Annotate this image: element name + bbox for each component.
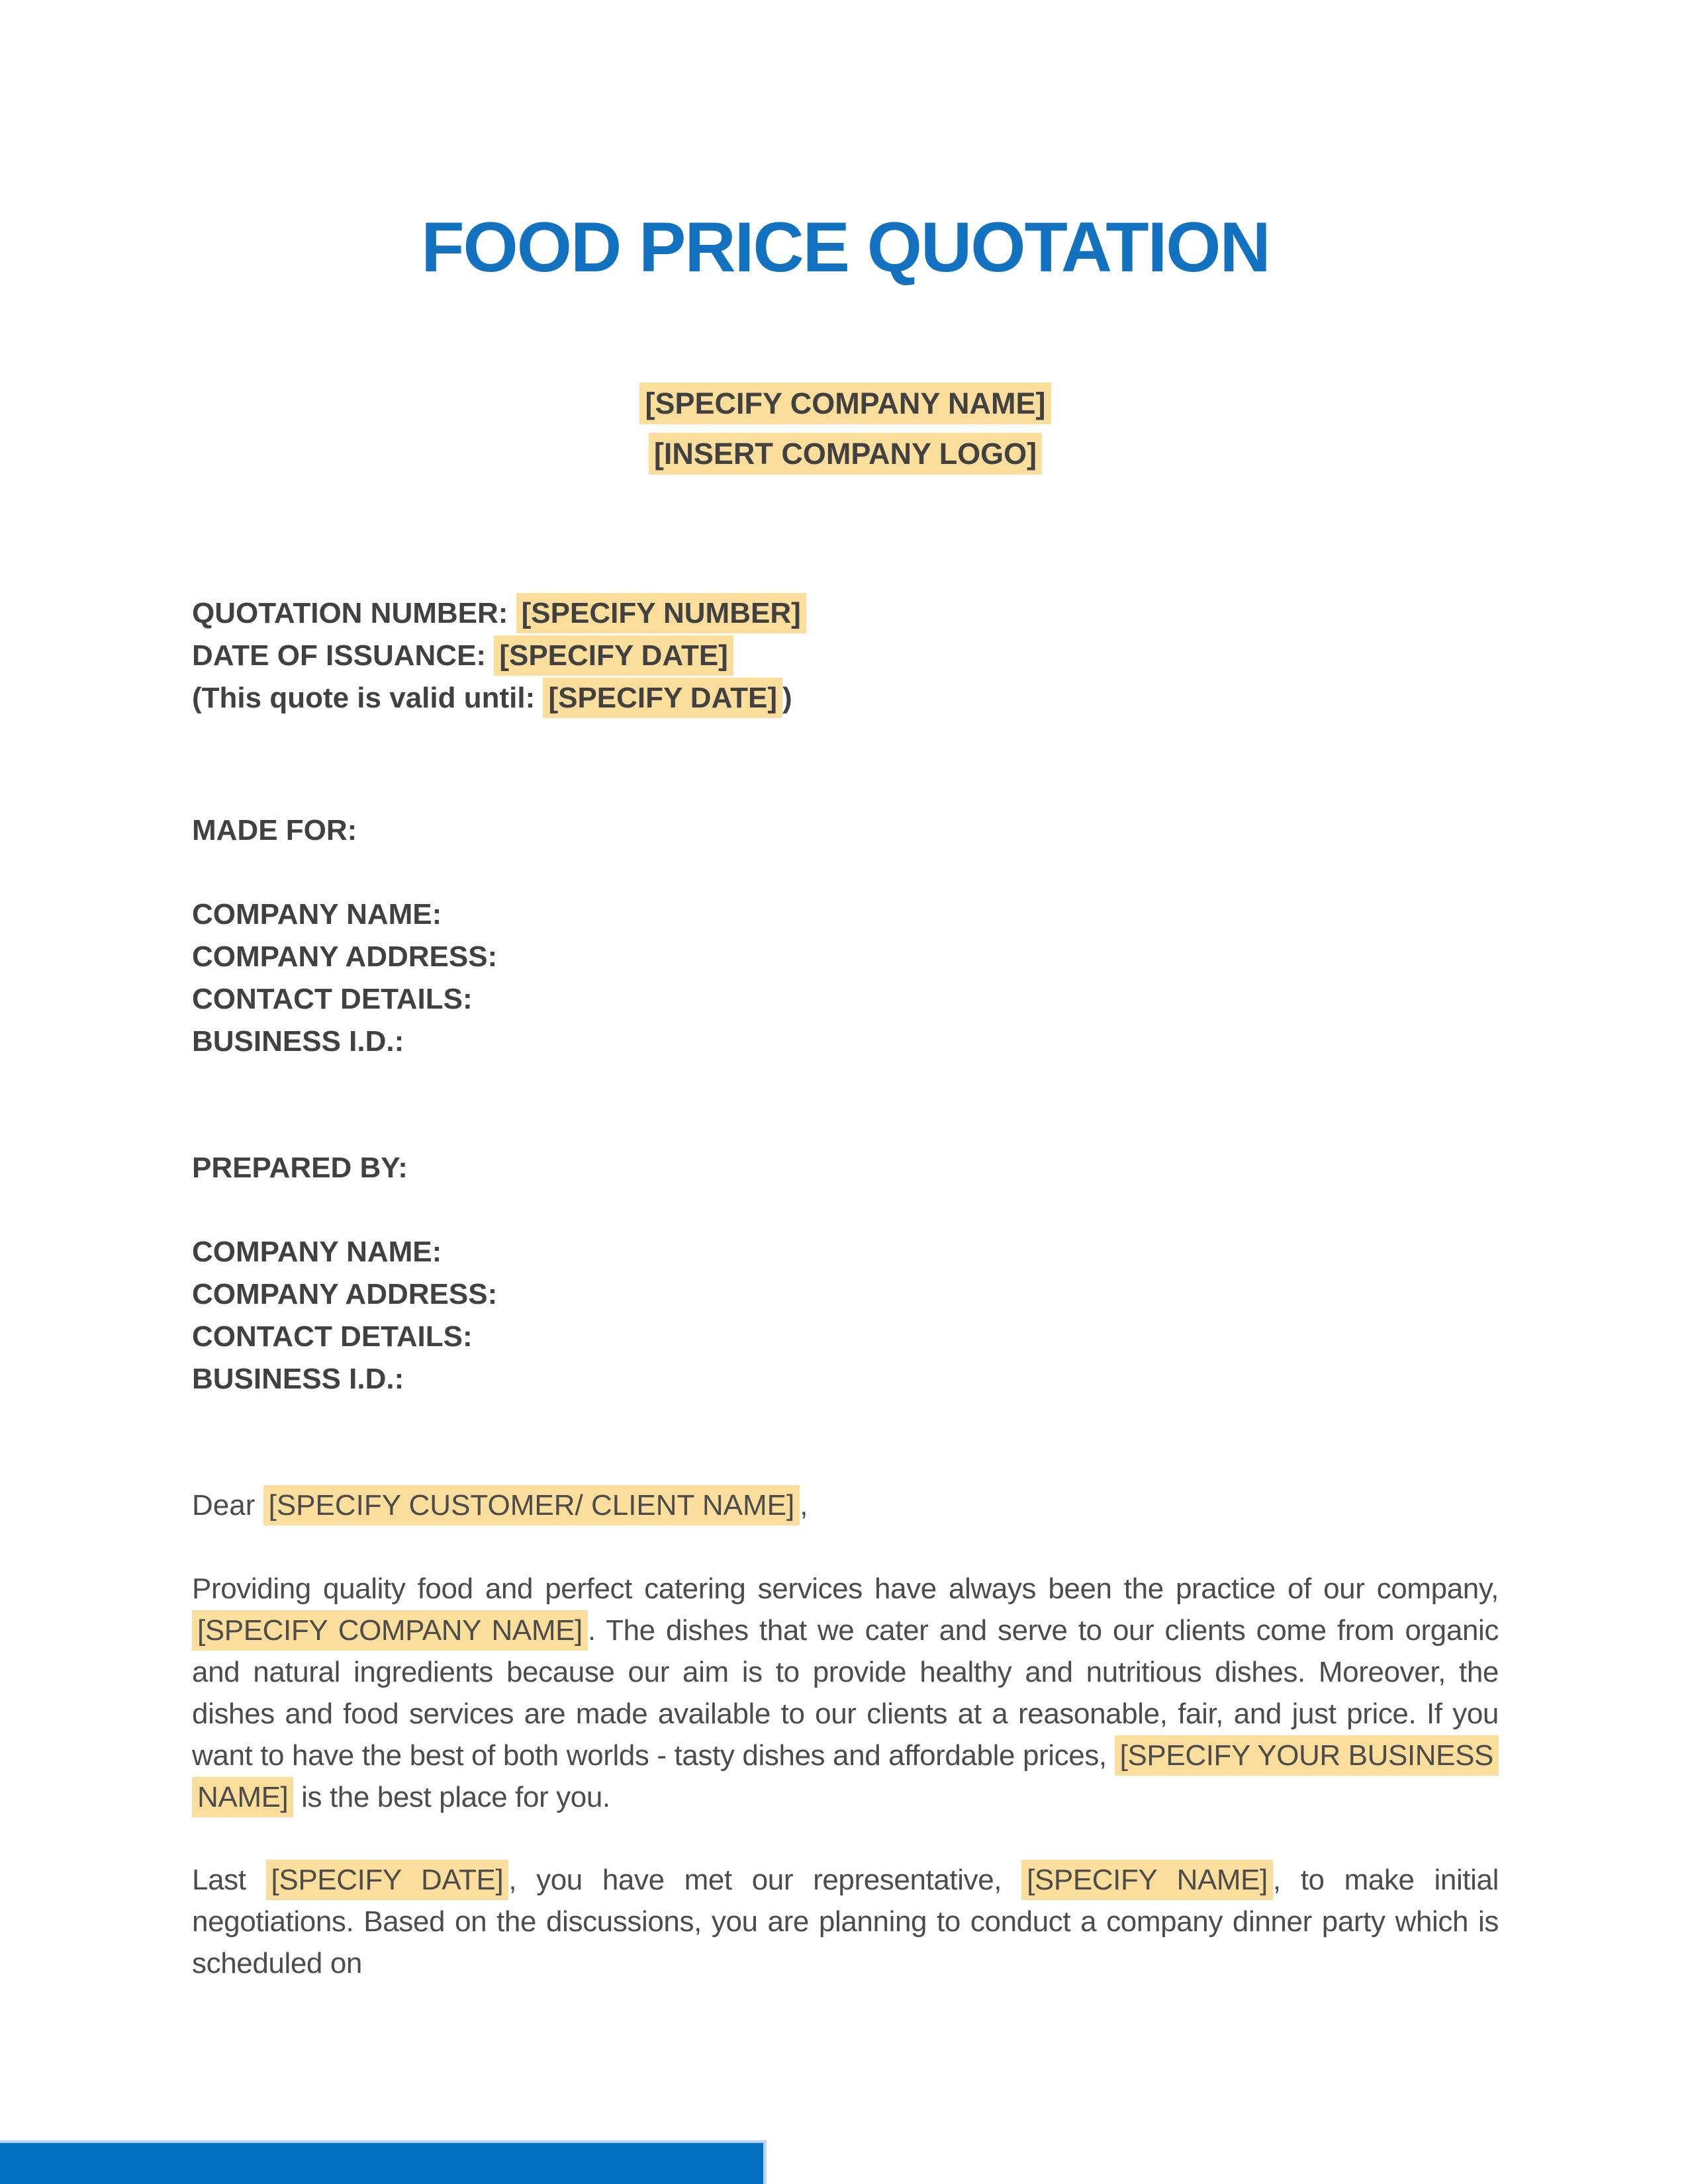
placeholder-highlight[interactable]: [SPECIFY DATE] [266, 1860, 509, 1900]
text-segment: DATE OF ISSUANCE: [192, 639, 494, 672]
placeholder-highlight[interactable]: [SPECIFY NAME] [1021, 1860, 1273, 1900]
placeholder-highlight[interactable]: [SPECIFY CUSTOMER/ CLIENT NAME] [263, 1485, 800, 1525]
text-segment: , to make initial negotiations. Based on the discussions, you are planning to conduct a company dinner party which is scheduled on [192, 1864, 1499, 1979]
prepared-by-heading: PREPARED BY: [192, 1152, 408, 1184]
prepared-by-section [192, 1147, 1499, 1400]
text-segment: . The dishes that we cater and serve to our clients come from organic and natural ingredients because our aim is to provide healthy and nutritious dishes. Moreover, the dishes and food services are made available to our clients at a reasonable, fair, and just price. If you want to have the best of both worlds - tasty dishes and affordable prices, [192, 1614, 1499, 1772]
prepared-by-business-id-label: BUSINESS I.D.: [192, 1363, 404, 1395]
placeholder-highlight[interactable]: [SPECIFY DATE] [494, 635, 733, 676]
text-segment: QUOTATION NUMBER: [192, 597, 516, 629]
text-segment: , [800, 1489, 808, 1522]
text-segment: , you have met our representative, [508, 1864, 1022, 1896]
validity-line [192, 677, 1499, 719]
company-logo-placeholder[interactable]: [INSERT COMPANY LOGO] [649, 433, 1042, 475]
body-paragraph-1 [192, 1568, 1499, 1818]
text-segment: Dear [192, 1489, 263, 1522]
prepared-by-contact-details-label: CONTACT DETAILS: [192, 1320, 473, 1353]
placeholder-highlight[interactable]: [SPECIFY NUMBER] [516, 593, 806, 633]
placeholder-highlight[interactable]: [SPECIFY COMPANY NAME] [192, 1610, 588, 1651]
company-name-line [192, 383, 1499, 432]
footer-accent-bar [0, 2140, 767, 2184]
document-title: FOOD PRICE QUOTATION [421, 207, 1270, 287]
made-for-heading: MADE FOR: [192, 814, 357, 846]
text-segment: ) [782, 682, 792, 714]
date-of-issuance-line [192, 635, 1499, 677]
made-for-company-name-label: COMPANY NAME: [192, 898, 442, 931]
made-for-section [192, 809, 1499, 1063]
text-segment: (This quote is valid until: [192, 682, 543, 714]
text-segment: Last [192, 1864, 266, 1896]
salutation-line [192, 1484, 1499, 1527]
prepared-by-fields [192, 1231, 1499, 1400]
placeholder-highlight[interactable]: [SPECIFY DATE] [543, 678, 782, 718]
made-for-fields [192, 893, 1499, 1063]
company-logo-line [192, 433, 1499, 482]
placeholder-highlight[interactable]: [SPECIFY YOUR BUSINESS NAME] [192, 1735, 1499, 1817]
prepared-by-company-address-label: COMPANY ADDRESS: [192, 1278, 498, 1310]
text-segment: Providing quality food and perfect catering services have always been the practice of our company, [192, 1572, 1499, 1605]
quotation-info-block [192, 592, 1499, 719]
made-for-business-id-label: BUSINESS I.D.: [192, 1025, 404, 1058]
made-for-contact-details-label: CONTACT DETAILS: [192, 983, 473, 1015]
quotation-number-line [192, 592, 1499, 635]
prepared-by-company-name-label: COMPANY NAME: [192, 1236, 442, 1268]
company-name-placeholder[interactable]: [SPECIFY COMPANY NAME] [639, 383, 1051, 424]
made-for-company-address-label: COMPANY ADDRESS: [192, 940, 498, 973]
company-header-block [192, 383, 1499, 482]
body-paragraph-2 [192, 1859, 1499, 1984]
text-segment: is the best place for you. [293, 1781, 610, 1813]
